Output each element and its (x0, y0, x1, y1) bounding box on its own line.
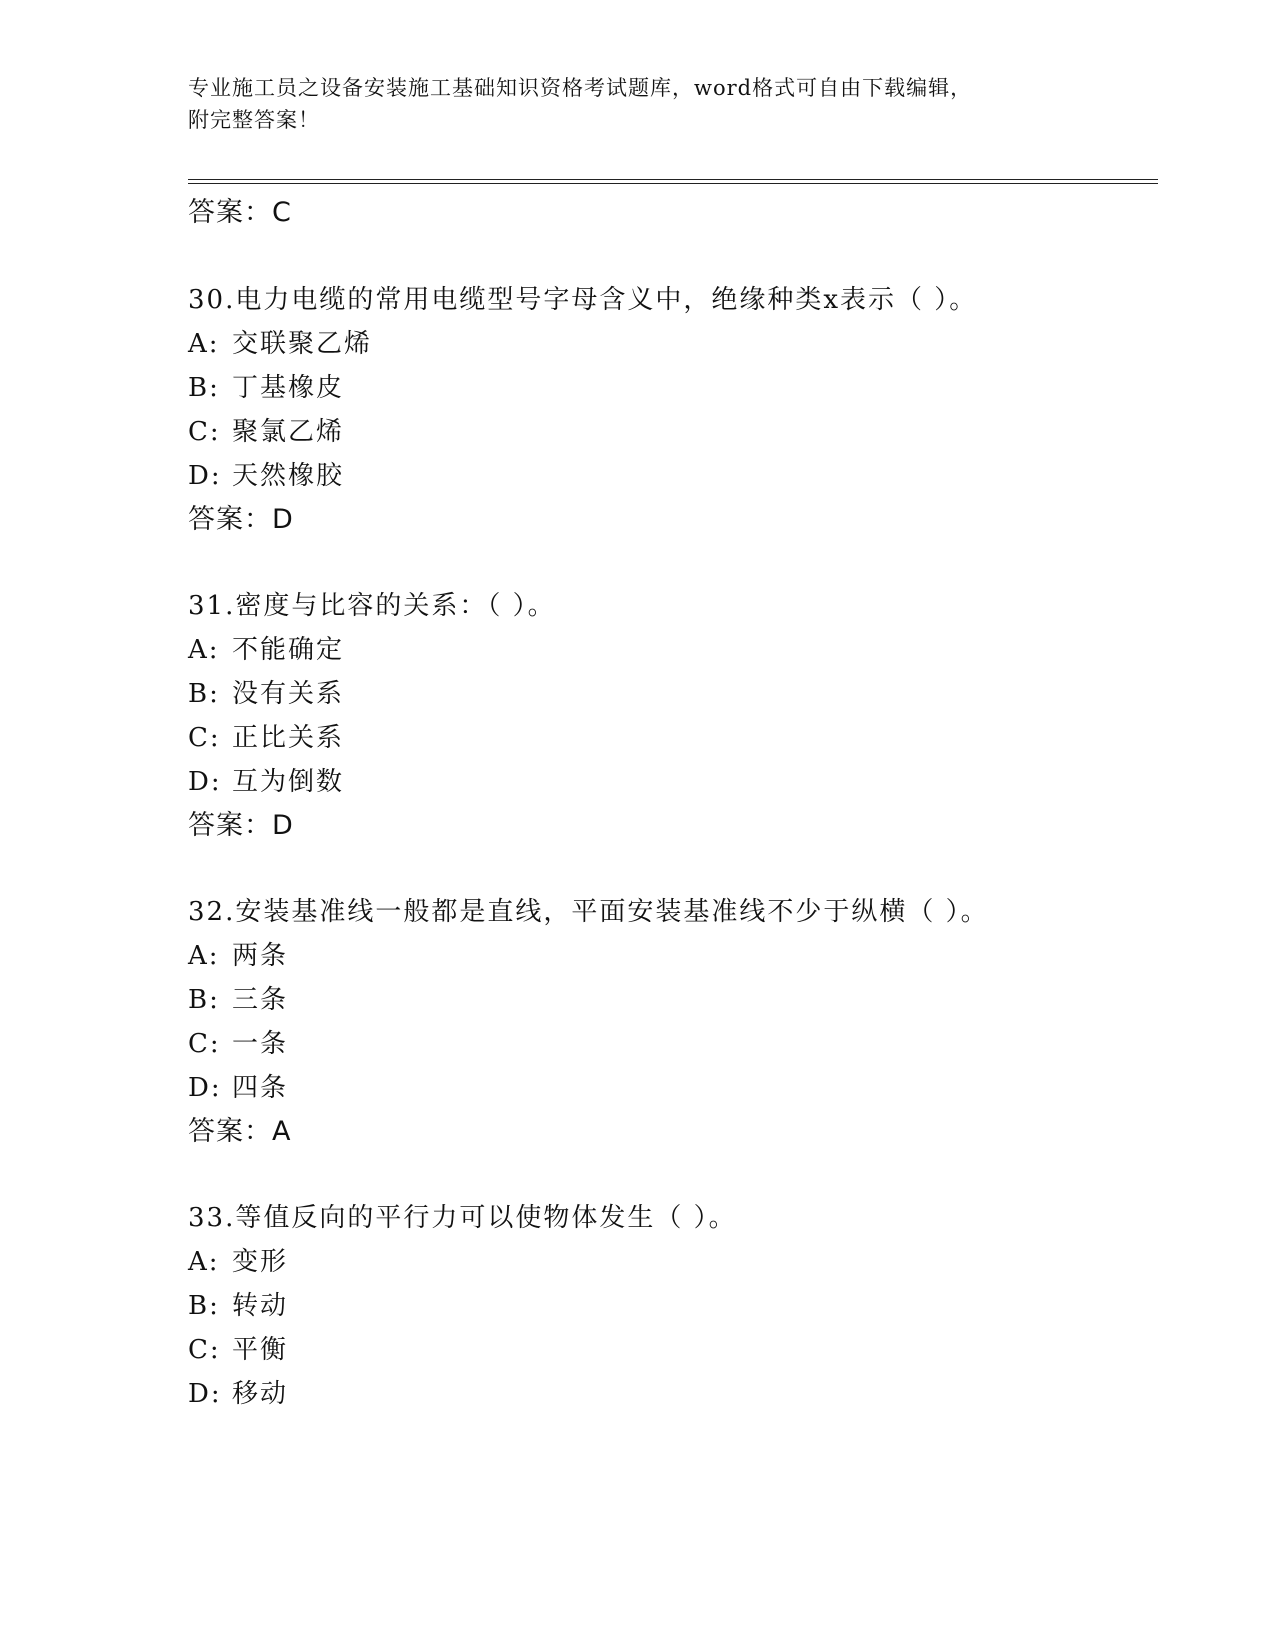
option-key: C: (188, 1029, 221, 1059)
question-33-option-a (188, 1245, 288, 1279)
option-text: 四条 (232, 1073, 289, 1103)
question-30-stem: 30.电力电缆的常用电缆型号字母含义中，绝缘种类x表示（ ）。 (188, 285, 978, 315)
option-text: 两条 (232, 941, 289, 971)
option-text: 聚氯乙烯 (232, 417, 345, 447)
question-31-option-d (188, 765, 344, 799)
option-text: 丁基橡皮 (232, 373, 345, 403)
question-33-option-d (188, 1377, 288, 1411)
option-key: D: (188, 461, 222, 491)
question-31-option-b (188, 677, 344, 711)
option-key: C: (188, 417, 221, 447)
header-line-1: 专业施工员之设备安装施工基础知识资格考试题库，word格式可自由下载编辑， (188, 76, 973, 100)
option-key: A: (188, 329, 220, 359)
option-key: A: (188, 635, 220, 665)
option-text: 正比关系 (232, 723, 345, 753)
option-key: C: (188, 1335, 221, 1365)
option-key: B: (188, 1291, 220, 1321)
option-key: C: (188, 723, 221, 753)
question-33-option-c (188, 1333, 288, 1367)
option-key: B: (188, 985, 220, 1015)
question-32-option-c (188, 1027, 288, 1061)
header-line-2: 附完整答案！ (188, 108, 320, 132)
option-key: A: (188, 1247, 220, 1277)
option-text: 一条 (232, 1029, 289, 1059)
option-text: 平衡 (232, 1335, 289, 1365)
option-text: 天然橡胶 (232, 461, 345, 491)
header-divider-bottom (188, 183, 1158, 184)
question-32-stem: 32.安装基准线一般都是直线，平面安装基准线不少于纵横（ ）。 (188, 897, 989, 927)
option-text: 移动 (232, 1379, 289, 1409)
question-31-answer: 答案：D (188, 810, 294, 841)
option-key: D: (188, 767, 222, 797)
question-32-answer: 答案：A (188, 1116, 292, 1147)
document-header (188, 72, 1088, 136)
option-key: B: (188, 679, 220, 709)
question-30-option-b (188, 371, 344, 405)
option-text: 不能确定 (232, 635, 345, 665)
option-key: D: (188, 1073, 222, 1103)
option-key: B: (188, 373, 220, 403)
question-31-option-c (188, 721, 344, 755)
question-32-option-d (188, 1071, 288, 1105)
question-30-answer: 答案：D (188, 504, 294, 535)
header-divider-top (188, 179, 1158, 180)
previous-answer: 答案：C (188, 197, 292, 228)
question-33-option-b (188, 1289, 288, 1323)
option-text: 互为倒数 (232, 767, 345, 797)
question-30-option-c (188, 415, 344, 449)
option-text: 变形 (232, 1247, 289, 1277)
question-32-option-a (188, 939, 288, 973)
option-key: A: (188, 941, 220, 971)
question-32-option-b (188, 983, 288, 1017)
question-30-option-a (188, 327, 372, 361)
question-33-stem: 33.等值反向的平行力可以使物体发生（ ）。 (188, 1203, 737, 1233)
option-text: 三条 (232, 985, 289, 1015)
question-30-option-d (188, 459, 344, 493)
question-31-option-a (188, 633, 344, 667)
option-text: 没有关系 (232, 679, 345, 709)
question-31-stem: 31.密度与比容的关系：（ ）。 (188, 591, 556, 621)
option-text: 交联聚乙烯 (232, 329, 373, 359)
option-key: D: (188, 1379, 222, 1409)
option-text: 转动 (232, 1291, 289, 1321)
